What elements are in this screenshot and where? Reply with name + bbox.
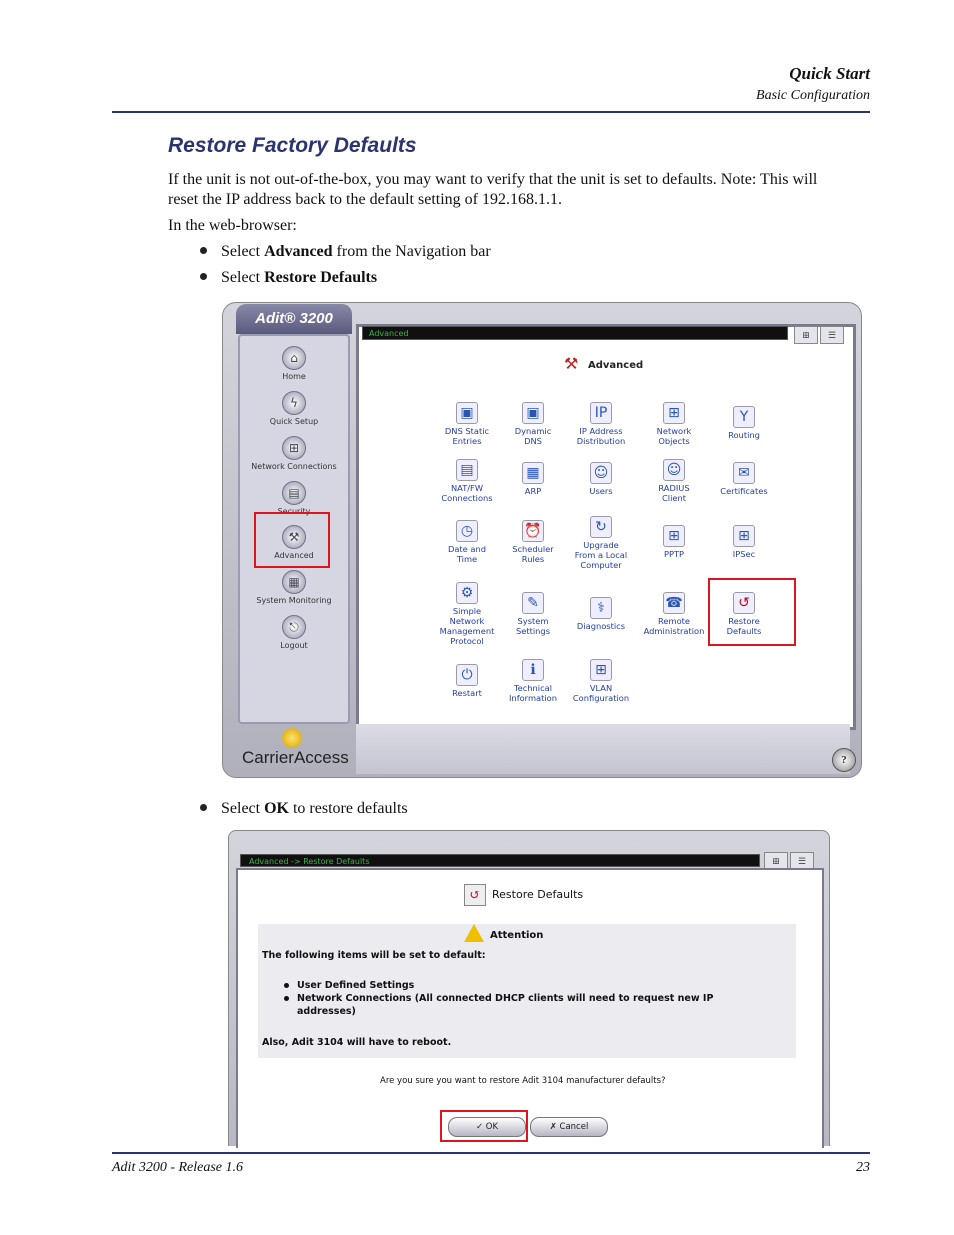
step-3: Select OK to restore defaults: [200, 800, 408, 818]
item-date-time[interactable]: ◷ Date and Time: [432, 520, 502, 564]
intro-line-1: If the unit is not out-of-the-box, you may want to verify that the unit is set to defaults. Note: This will: [168, 171, 818, 188]
attention-item-1: User Defined Settings: [284, 980, 414, 991]
attention-heading: Attention: [490, 930, 543, 941]
radius-icon: ☺: [663, 459, 685, 481]
section-heading: Restore Factory Defaults: [168, 134, 417, 157]
attention-intro: The following items will be set to default:: [262, 950, 486, 961]
item-users[interactable]: ☺ Users: [566, 462, 636, 496]
highlight-restore-defaults: [708, 578, 796, 646]
item-network-objects[interactable]: ⊞ Network Objects: [639, 402, 709, 446]
nav-security[interactable]: ▤ Security: [240, 481, 348, 516]
remote-icon: ☎: [663, 592, 685, 614]
item-routing[interactable]: Y Routing: [709, 406, 779, 440]
gear-icon: ⚙: [456, 582, 478, 604]
network-icon: ⊞: [282, 436, 306, 460]
lock-icon: ▤: [282, 481, 306, 505]
bullet-dot: [200, 804, 207, 811]
browser-intro: In the web-browser:: [168, 217, 297, 234]
item-technical-info[interactable]: ℹ Technical Information: [498, 659, 568, 703]
carrier-access-logo-mark: [282, 728, 302, 748]
brand-logo: CarrierAccess: [242, 748, 349, 767]
item-diagnostics[interactable]: ⚕ Diagnostics: [566, 597, 636, 631]
product-logo: Adit® 3200: [236, 304, 352, 334]
tools-icon: ⚒: [282, 525, 306, 549]
nav-system-monitoring[interactable]: ▦ System Monitoring: [240, 570, 348, 605]
intro-line-2: reset the IP address back to the default setting of 192.168.1.1.: [168, 191, 562, 208]
nav-network-connections[interactable]: ⊞ Network Connections: [240, 436, 348, 471]
attention-item-2-cont: addresses): [297, 1006, 356, 1017]
warning-icon: [464, 924, 484, 942]
nav-quick-setup[interactable]: ϟ Quick Setup: [240, 391, 348, 426]
page-title: Advanced: [588, 360, 644, 371]
screenshot-advanced: [222, 302, 862, 778]
bullet-dot: [200, 247, 207, 254]
certificate-icon: ✉: [733, 462, 755, 484]
screenshot-restore-confirm: [228, 830, 830, 1146]
step-2: Select Restore Defaults: [200, 269, 377, 287]
nav-home[interactable]: ⌂ Home: [240, 346, 348, 381]
network-objects-icon: ⊞: [663, 402, 685, 424]
footer-rule: [112, 1152, 870, 1154]
item-restore-defaults[interactable]: ↺ Restore Defaults: [709, 592, 779, 636]
alarm-clock-icon: ⏰: [522, 520, 544, 542]
item-restart[interactable]: ⏻ Restart: [432, 664, 502, 698]
list-icon[interactable]: ☰: [790, 852, 814, 870]
dynamic-dns-icon: ▣: [522, 402, 544, 424]
home-icon: ⌂: [282, 346, 306, 370]
power-icon: ⏻: [456, 664, 478, 686]
item-certificates[interactable]: ✉ Certificates: [709, 462, 779, 496]
list-icon[interactable]: ☰: [820, 326, 844, 344]
item-snmp[interactable]: ⚙ Simple Network Management Protocol: [432, 582, 502, 646]
tools-icon: ⚒: [564, 356, 579, 373]
nav-logout[interactable]: ⎋ Logout: [240, 615, 348, 650]
item-arp[interactable]: ▦ ARP: [498, 462, 568, 496]
upgrade-icon: ↻: [590, 516, 612, 538]
users-icon: ☺: [590, 462, 612, 484]
sitemap-icon[interactable]: ⊞: [764, 852, 788, 870]
settings-icon: ✎: [522, 592, 544, 614]
routing-icon: Y: [733, 406, 755, 428]
help-button[interactable]: ?: [832, 748, 856, 772]
ip-icon: IP: [590, 402, 612, 424]
header-rule: [112, 111, 870, 113]
confirm-question: Are you sure you want to restore Adit 3104 manufacturer defaults?: [380, 1076, 666, 1086]
attention-reboot: Also, Adit 3104 will have to reboot.: [262, 1037, 452, 1048]
page-title: Restore Defaults: [492, 888, 584, 901]
nav-advanced[interactable]: ⚒ Advanced: [240, 525, 348, 560]
item-system-settings[interactable]: ✎ System Settings: [498, 592, 568, 636]
calendar-icon: ◷: [456, 520, 478, 542]
logout-icon: ⎋: [282, 615, 306, 639]
vlan-icon: ⊞: [590, 659, 612, 681]
item-nat-fw[interactable]: ▤ NAT/FW Connections: [432, 459, 502, 503]
restore-icon: ↺: [733, 592, 755, 614]
info-icon: ℹ: [522, 659, 544, 681]
address-bar: Advanced: [362, 326, 788, 340]
ipsec-icon: ⊞: [733, 525, 755, 547]
item-dns-static[interactable]: ▣ DNS Static Entries: [432, 402, 502, 446]
attention-item-2: Network Connections (All connected DHCP clients will need to request new IP: [284, 993, 713, 1004]
cancel-button[interactable]: ✗ Cancel: [530, 1117, 608, 1137]
item-remote-admin[interactable]: ☎ Remote Administration: [639, 592, 709, 636]
header-subtitle: Basic Configuration: [756, 88, 870, 103]
header-title: Quick Start: [789, 64, 870, 83]
item-dynamic-dns[interactable]: ▣ Dynamic DNS: [498, 402, 568, 446]
item-pptp[interactable]: ⊞ PPTP: [639, 525, 709, 559]
bottom-bar: [356, 724, 850, 774]
item-upgrade[interactable]: ↻ Upgrade From a Local Computer: [566, 516, 636, 570]
page-number: 23: [856, 1160, 870, 1175]
bullet-dot: [200, 273, 207, 280]
item-scheduler[interactable]: ⏰ Scheduler Rules: [498, 520, 568, 564]
highlight-advanced: [254, 512, 330, 568]
dns-icon: ▣: [456, 402, 478, 424]
item-ipsec[interactable]: ⊞ IPSec: [709, 525, 779, 559]
pptp-icon: ⊞: [663, 525, 685, 547]
item-ip-address[interactable]: IP IP Address Distribution: [566, 402, 636, 446]
nat-icon: ▤: [456, 459, 478, 481]
step-1: Select Advanced from the Navigation bar: [200, 243, 491, 261]
lightning-icon: ϟ: [282, 391, 306, 415]
highlight-ok: [440, 1110, 528, 1142]
item-radius[interactable]: ☺ RADIUS Client: [639, 459, 709, 503]
footer-left: Adit 3200 - Release 1.6: [112, 1160, 244, 1175]
restore-icon: ↺: [464, 884, 486, 906]
ok-button[interactable]: ✓ OK: [448, 1117, 526, 1137]
sitemap-icon[interactable]: ⊞: [794, 326, 818, 344]
monitor-icon: ▦: [282, 570, 306, 594]
arp-icon: ▦: [522, 462, 544, 484]
address-bar: Advanced -> Restore Defaults: [240, 854, 760, 867]
item-vlan[interactable]: ⊞ VLAN Configuration: [566, 659, 636, 703]
diagnostics-icon: ⚕: [590, 597, 612, 619]
